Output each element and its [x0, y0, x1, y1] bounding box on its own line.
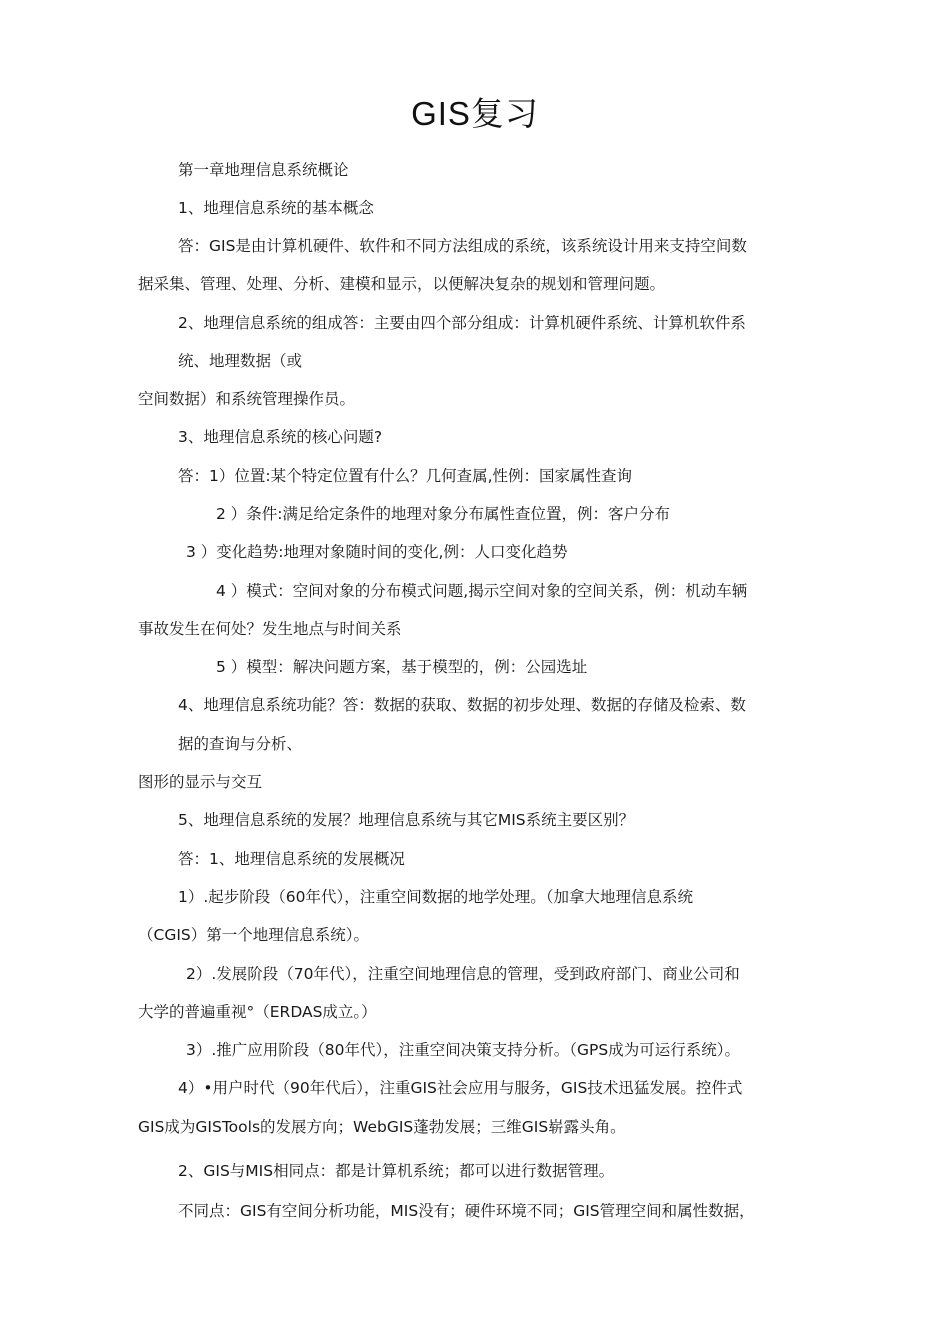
- text-line: 2）.发展阶段（70年代），注重空间地理信息的管理，受到政府部门、商业公司和: [186, 965, 740, 983]
- text-line: 3、地理信息系统的核心问题?: [178, 428, 383, 446]
- text-line: 1、地理信息系统的基本概念: [178, 199, 374, 217]
- text-line: 4）•用户时代（90年代后），注重GIS社会应用与服务，GIS技术迅猛发展。控件式: [178, 1079, 743, 1097]
- text-line: 统、地理数据（或: [178, 352, 303, 370]
- text-line: 答：1、地理信息系统的发展概况: [178, 850, 405, 868]
- text-line: 事故发生在何处？发生地点与时间关系: [138, 620, 402, 638]
- text-line: 据的查询与分析、: [178, 735, 303, 753]
- text-line: 2、地理信息系统的组成答：主要由四个部分组成：计算机硬件系统、计算机软件系: [178, 314, 746, 332]
- text-line: 3）.推广应用阶段（80年代），注重空间决策支持分析。（GPS成为可运行系统）。: [186, 1041, 740, 1059]
- text-line: 1）.起步阶段（60年代），注重空间数据的地学处理。（加拿大地理信息系统: [178, 888, 694, 906]
- text-line: 2、GIS与MIS相同点：都是计算机系统；都可以进行数据管理。: [178, 1162, 615, 1180]
- document-title: GIS复习: [411, 95, 539, 132]
- text-line: 据采集、管理、处理、分析、建模和显示，以便解决复杂的规划和管理问题。: [138, 275, 666, 293]
- text-line: 4 ）模式：空间对象的分布模式问题,揭示空间对象的空间关系，例：机动车辆: [216, 582, 748, 600]
- text-line: 4、地理信息系统功能？答：数据的获取、数据的初步处理、数据的存储及检索、数: [178, 696, 746, 714]
- text-line: （CGIS）第一个地理信息系统）。: [138, 926, 369, 944]
- text-line: 大学的普遍重视°（ERDAS成立。）: [138, 1003, 377, 1021]
- text-line: 空间数据）和系统管理操作员。: [138, 390, 356, 408]
- text-line: 2 ）条件:满足给定条件的地理对象分布属性查位置，例：客户分布: [216, 505, 671, 523]
- text-line: 第一章地理信息系统概论: [178, 161, 349, 179]
- text-line: 5 ）模型：解决问题方案，基于模型的，例：公园选址: [216, 658, 588, 676]
- text-line: 3 ）变化趋势:地理对象随时间的变化,例：人口变化趋势: [186, 543, 568, 561]
- text-line: 答：1）位置:某个特定位置有什么？几何查属,性例：国家属性查询: [178, 467, 633, 485]
- text-line: 5、地理信息系统的发展？地理信息系统与其它MIS系统主要区别？: [178, 811, 635, 829]
- text-line: 答：GIS是由计算机硬件、软件和不同方法组成的系统，该系统设计用来支持空间数: [178, 237, 747, 255]
- text-line: 图形的显示与交互: [138, 773, 263, 791]
- text-line: GIS成为GISTools的发展方向；WebGIS蓬勃发展；三维GIS崭露头角。: [138, 1118, 626, 1136]
- text-line: 不同点：GIS有空间分析功能，MIS没有；硬件环境不同；GIS管理空间和属性数据，: [178, 1202, 755, 1220]
